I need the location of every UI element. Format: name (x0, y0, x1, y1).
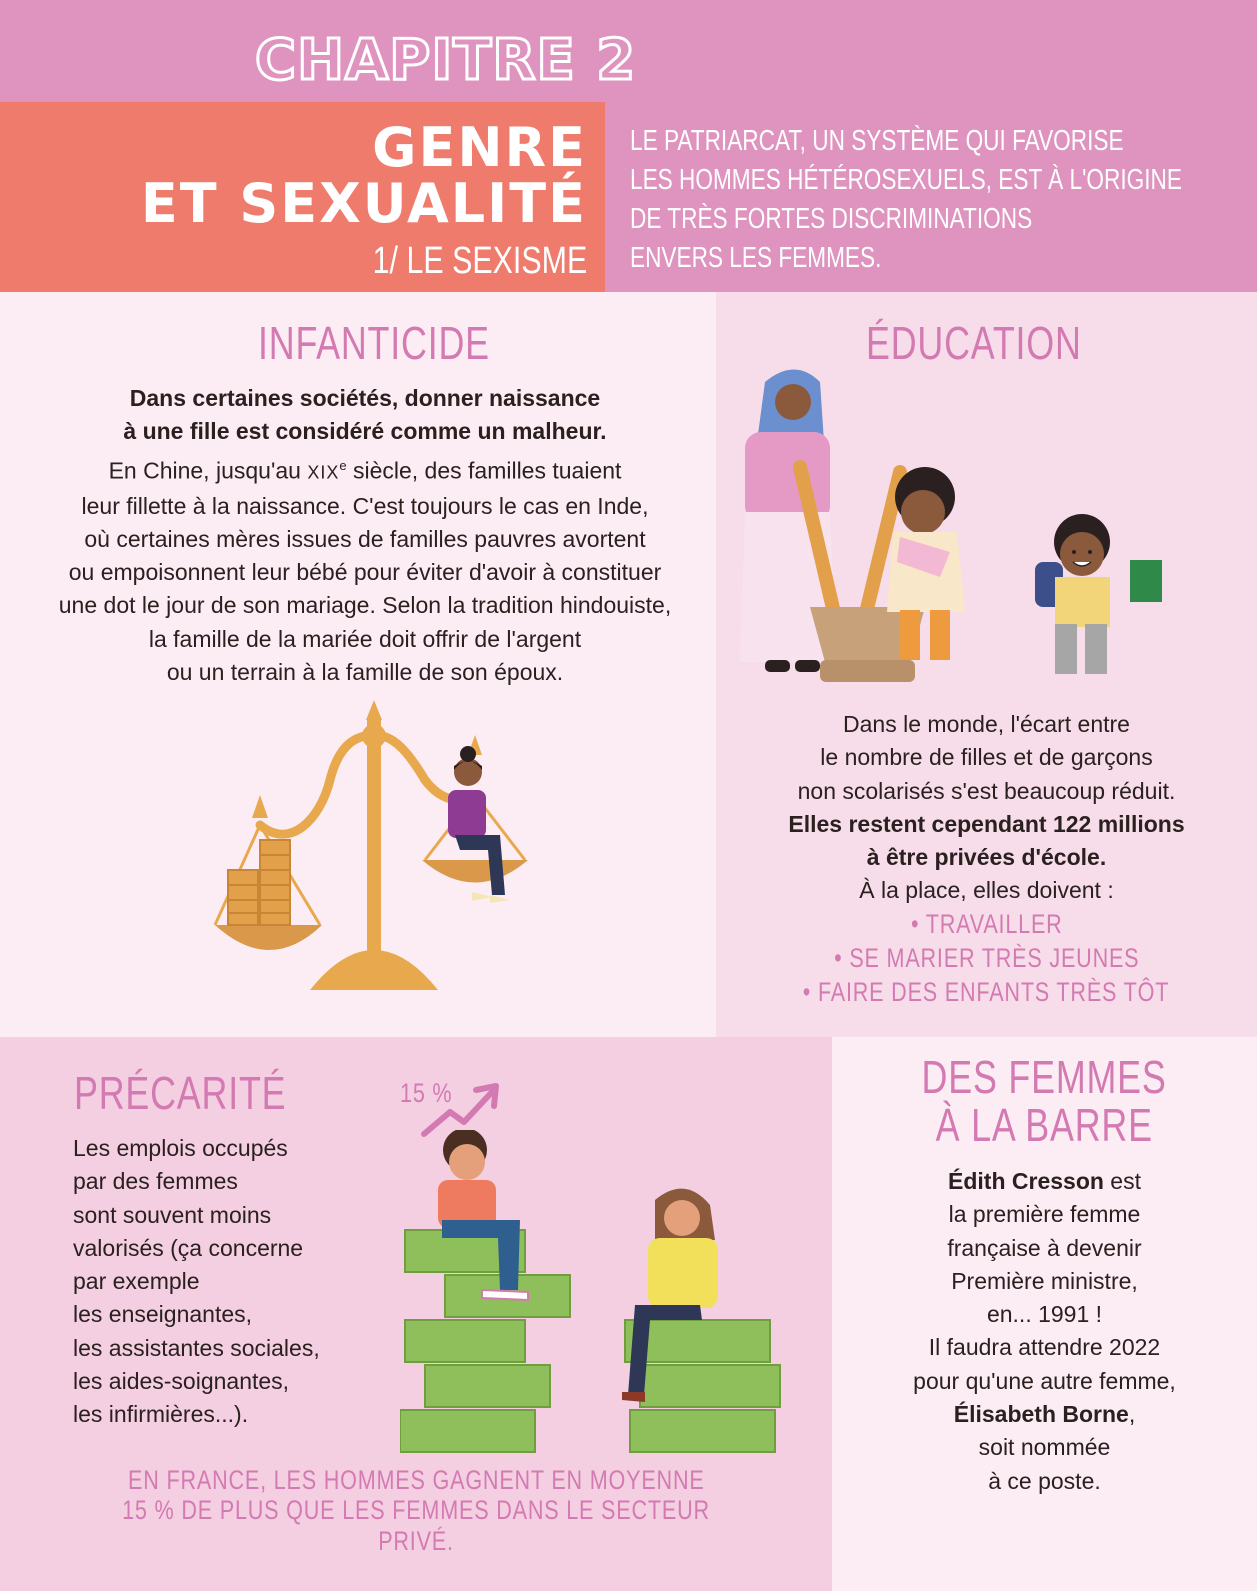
education-text (716, 708, 1257, 1011)
education-bold-line: Elles restent cependant 122 millions (788, 810, 1185, 837)
barre-line: Il faudra attendre 2022 (928, 1334, 1161, 1361)
barre-name-line: Édith Cresson est (948, 1168, 1141, 1194)
infanticide-line: leur fillette à la naissance. C'est toujours le cas en Inde, (81, 492, 649, 519)
barre-line: pour qu'une autre femme, (913, 1367, 1176, 1394)
title-line-1: GENRE (372, 116, 587, 179)
barre-text (832, 1165, 1257, 1498)
education-illustration (725, 362, 1180, 692)
education-line: le nombre de filles et de garçons (820, 744, 1153, 771)
barre-heading-line: À LA BARRE (935, 1099, 1154, 1151)
precarite-line: par des femmes (73, 1168, 238, 1195)
precarite-heading: PRÉCARITÉ (74, 1067, 287, 1119)
precarite-line: les infirmières...). (73, 1401, 249, 1428)
title-line-2: ET SEXUALITÉ (140, 172, 587, 235)
infanticide-line: la famille de la mariée doit offrir de l'argent (148, 625, 582, 652)
infanticide-line: où certaines mères issues de familles pauvres avortent (84, 525, 646, 552)
precarite-text (73, 1132, 373, 1432)
education-bullet: • FAIRE DES ENFANTS TRÈS TÔT (803, 977, 1170, 1008)
precarite-line: Les emplois occupés (73, 1135, 288, 1161)
barre-line: soit nommée (978, 1434, 1111, 1461)
education-heading: ÉDUCATION (866, 317, 1082, 369)
infanticide-heading: INFANTICIDE (258, 317, 490, 369)
precarite-footer (0, 1465, 832, 1556)
intro-line: LES HOMMES HÉTÉROSEXUELS, EST À L'ORIGINE (630, 164, 1182, 196)
education-line: Dans le monde, l'écart entre (843, 711, 1130, 737)
barre-line: en... 1991 ! (986, 1301, 1103, 1328)
precarite-line: par exemple (73, 1268, 200, 1295)
title-box (0, 102, 605, 292)
precarite-line: les enseignantes, (73, 1301, 253, 1328)
section-subtitle: 1/ LE SEXISME (372, 240, 587, 282)
barre-line: à ce poste. (988, 1467, 1101, 1494)
precarite-line: les assistantes sociales, (73, 1334, 320, 1361)
precarite-line: valorisés (ça concerne (73, 1234, 304, 1261)
infanticide-bold-line: Dans certaines sociétés, donner naissance (129, 385, 601, 411)
precarite-line: les aides-soignantes, (73, 1368, 290, 1395)
barre-heading-line: DES FEMMES (921, 1051, 1168, 1103)
barre-line: française à devenir (947, 1234, 1142, 1261)
precarite-footer-line: EN FRANCE, LES HOMMES GAGNENT EN MOYENNE (127, 1465, 705, 1495)
chapter-label: CHAPITRE 2 (255, 28, 637, 93)
intro-text (630, 122, 1231, 278)
education-line: non scolarisés s'est beaucoup réduit. (797, 777, 1176, 804)
percent-label: 15 % (400, 1078, 453, 1108)
education-bullet: • TRAVAILLER (910, 908, 1063, 939)
infanticide-line: ou un terrain à la famille de son époux. (166, 659, 564, 686)
money-illustration (400, 1130, 795, 1460)
education-after-line: À la place, elles doivent : (859, 877, 1114, 904)
education-bold-line: à être privées d'école. (866, 844, 1107, 871)
precarite-line: sont souvent moins (73, 1201, 272, 1228)
intro-line: DE TRÈS FORTES DISCRIMINATIONS (630, 203, 1033, 235)
infanticide-text (20, 382, 710, 689)
education-bullet: • SE MARIER TRÈS JEUNES (833, 943, 1140, 974)
scale-illustration (210, 700, 540, 1005)
intro-line: LE PATRIARCAT, UN SYSTÈME QUI FAVORISE (630, 125, 1124, 157)
infanticide-line: une dot le jour de son mariage. Selon la tradition hindouiste, (58, 592, 672, 619)
infanticide-century-line: En Chine, jusqu'au XIXe siècle, des familles tuaient (108, 457, 622, 484)
barre-line: Première ministre, (951, 1267, 1138, 1294)
infanticide-bold-line: à une fille est considéré comme un malheur. (123, 418, 607, 445)
barre-name-line: Élisabeth Borne, (953, 1401, 1136, 1428)
infanticide-line: ou empoisonnent leur bébé pour éviter d'avoir à constituer (68, 559, 662, 586)
barre-heading (832, 1050, 1257, 1152)
intro-line: ENVERS LES FEMMES. (630, 242, 882, 274)
barre-line: la première femme (948, 1201, 1141, 1228)
precarite-footer-line: 15 % DE PLUS QUE LES FEMMES DANS LE SECTEUR PRIVÉ. (122, 1495, 710, 1556)
